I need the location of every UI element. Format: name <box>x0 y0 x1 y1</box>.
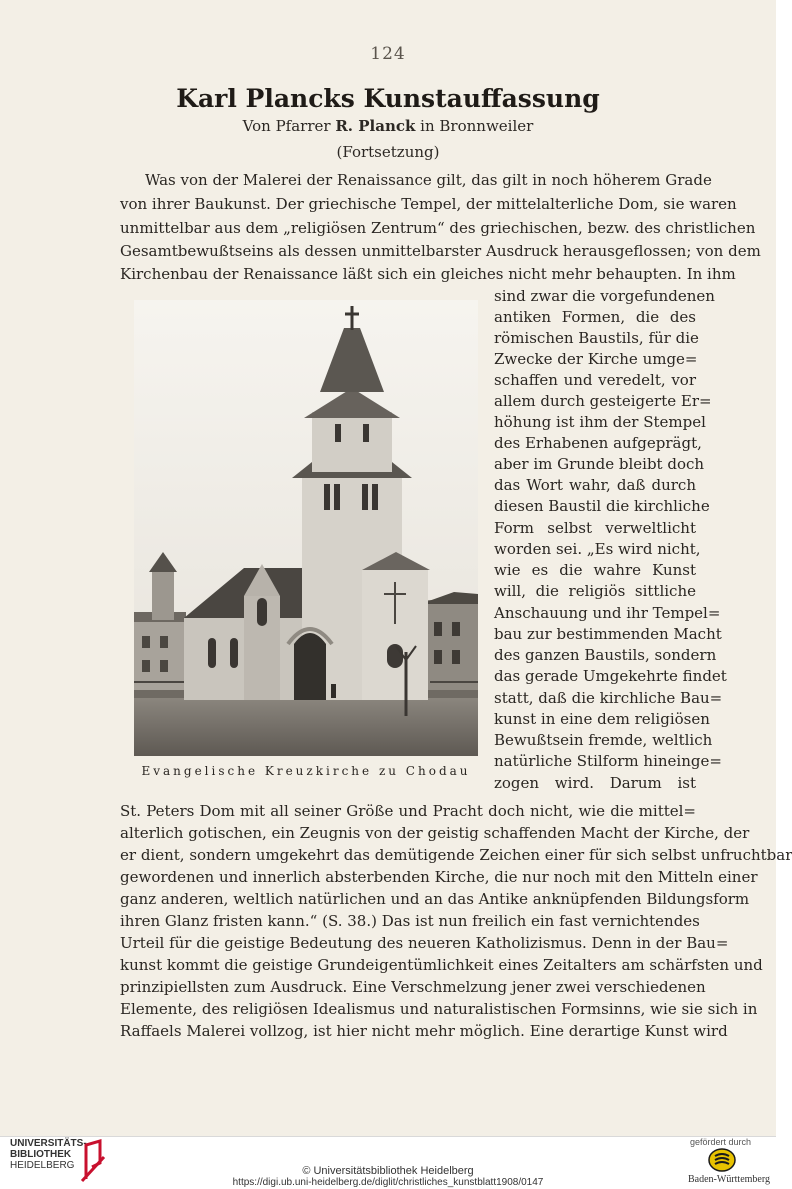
continuation-note: (Fortsetzung) <box>336 143 440 161</box>
text-line: natürliche Stilform hineinge= <box>494 752 722 770</box>
text-line: alterlich gotischen, ein Zeugnis von der geistig schaffenden Macht der Kirche, der <box>120 824 750 842</box>
text-line: römischen Baustils, für die <box>494 329 699 347</box>
text-line: statt, daß die kirchliche Bau= <box>494 689 723 707</box>
text-line: von ihrer Baukunst. Der griechische Tempel, der mittelalterliche Dom, sie waren <box>120 195 737 213</box>
text-line: sind zwar die vorgefundenen <box>494 287 715 305</box>
text-line: antiken Formen, die des <box>494 308 696 326</box>
byline-prefix: Von Pfarrer <box>242 117 331 135</box>
article-title: Karl Plancks Kunstauffassung <box>176 84 600 113</box>
text-line: diesen Baustil die kirchliche <box>494 497 710 515</box>
text-line: ihren Glanz fristen kann.“ (S. 38.) Das ist nun freilich ein fast vernichtendes <box>120 912 700 930</box>
text-line: das Wort wahr, daß durch <box>494 476 696 494</box>
text-line: Raffaels Malerei vollzog, ist hier nicht mehr möglich. Eine derartige Kunst wird <box>120 1022 728 1040</box>
text-line: des ganzen Baustils, sondern <box>494 646 717 664</box>
text-line: schaffen und veredelt, vor <box>494 371 696 389</box>
text-line: aber im Grunde bleibt doch <box>494 455 705 473</box>
library-name-line1: UNIVERSITÄTS- <box>10 1138 87 1149</box>
text-line: gewordenen und innerlich absterbenden Kirche, die nur noch mit den Mitteln einer <box>120 868 758 886</box>
text-line: prinzipiellsten zum Ausdruck. Eine Verschmelzung jener zwei verschiedenen <box>120 978 706 996</box>
page-number: 124 <box>370 44 406 64</box>
text-line: St. Peters Dom mit all seiner Größe und Pracht doch nicht, wie die mittel= <box>120 802 696 820</box>
text-line: ganz anderen, weltlich natürlichen und an das Antike anknüpfenden Bildungsform <box>120 890 750 908</box>
text-line: unmittelbar aus dem „religiösen Zentrum“ des griechischen, bezw. des christlichen <box>120 219 756 237</box>
funder-name[interactable]: Baden-Württemberg <box>688 1174 771 1185</box>
text-line: das gerade Umgekehrte findet <box>494 667 727 685</box>
text-line: wie es die wahre Kunst <box>494 561 696 579</box>
text-line: Kirchenbau der Renaissance läßt sich ein gleiches nicht mehr behaupten. In ihm <box>120 265 736 283</box>
baden-wuerttemberg-coat-of-arms-icon <box>707 1148 737 1172</box>
text-line: er dient, sondern umgekehrt das demütigende Zeichen einer für sich selbst unfruchtbar <box>120 846 792 864</box>
text-line: Anschauung und ihr Tempel= <box>494 604 721 622</box>
church-photograph <box>134 300 478 756</box>
text-line: bau zur bestimmenden Macht <box>494 625 722 643</box>
text-line: höhung ist ihm der Stempel <box>494 413 706 431</box>
church-illustration <box>134 300 478 756</box>
text-line: allem durch gesteigerte Er= <box>494 392 712 410</box>
text-line: kunst in eine dem religiösen <box>494 710 710 728</box>
text-line: Urteil für die geistige Bedeutung des neueren Katholizismus. Denn in der Bau= <box>120 934 729 952</box>
funded-by-label: gefördert durch <box>690 1137 752 1147</box>
text-line: Gesamtbewußtseins als dessen unmittelbarster Ausdruck herausgeflossen; von dem <box>120 242 761 260</box>
text-line: Was von der Malerei der Renaissance gilt, das gilt in noch höherem Grade <box>145 171 712 189</box>
text-line: Elemente, des religiösen Idealismus und naturalistischen Formsinns, wie sie sich in <box>120 1000 758 1018</box>
text-line: worden sei. „Es wird nicht, <box>494 540 701 558</box>
text-line: Form selbst verweltlicht <box>494 519 696 537</box>
author-name: R. Planck <box>335 117 416 135</box>
text-line: will, die religiös sittliche <box>494 582 696 600</box>
permalink[interactable]: https://digi.ub.uni-heidelberg.de/diglit/christliches_kunstblatt1908/0147 <box>232 1177 544 1188</box>
text-line: zogen wird. Darum ist <box>494 774 696 792</box>
text-line: Zwecke der Kirche umge= <box>494 350 698 368</box>
text-line: des Erhabenen aufgeprägt, <box>494 434 702 452</box>
library-name-line2: BIBLIOTHEK <box>10 1149 72 1160</box>
copyright-notice: © Universitätsbibliothek Heidelberg <box>302 1165 474 1177</box>
library-name-line3: HEIDELBERG <box>10 1160 75 1171</box>
byline-suffix: in Bronnweiler <box>420 117 534 135</box>
text-line: kunst kommt die geistige Grundeigentümlichkeit eines Zeitalters am schärfsten und <box>120 956 763 974</box>
byline <box>0 117 776 135</box>
figure-caption: Evangelische Kreuzkirche zu Chodau <box>141 764 471 778</box>
text-line: Bewußtsein fremde, weltlich <box>494 731 713 749</box>
